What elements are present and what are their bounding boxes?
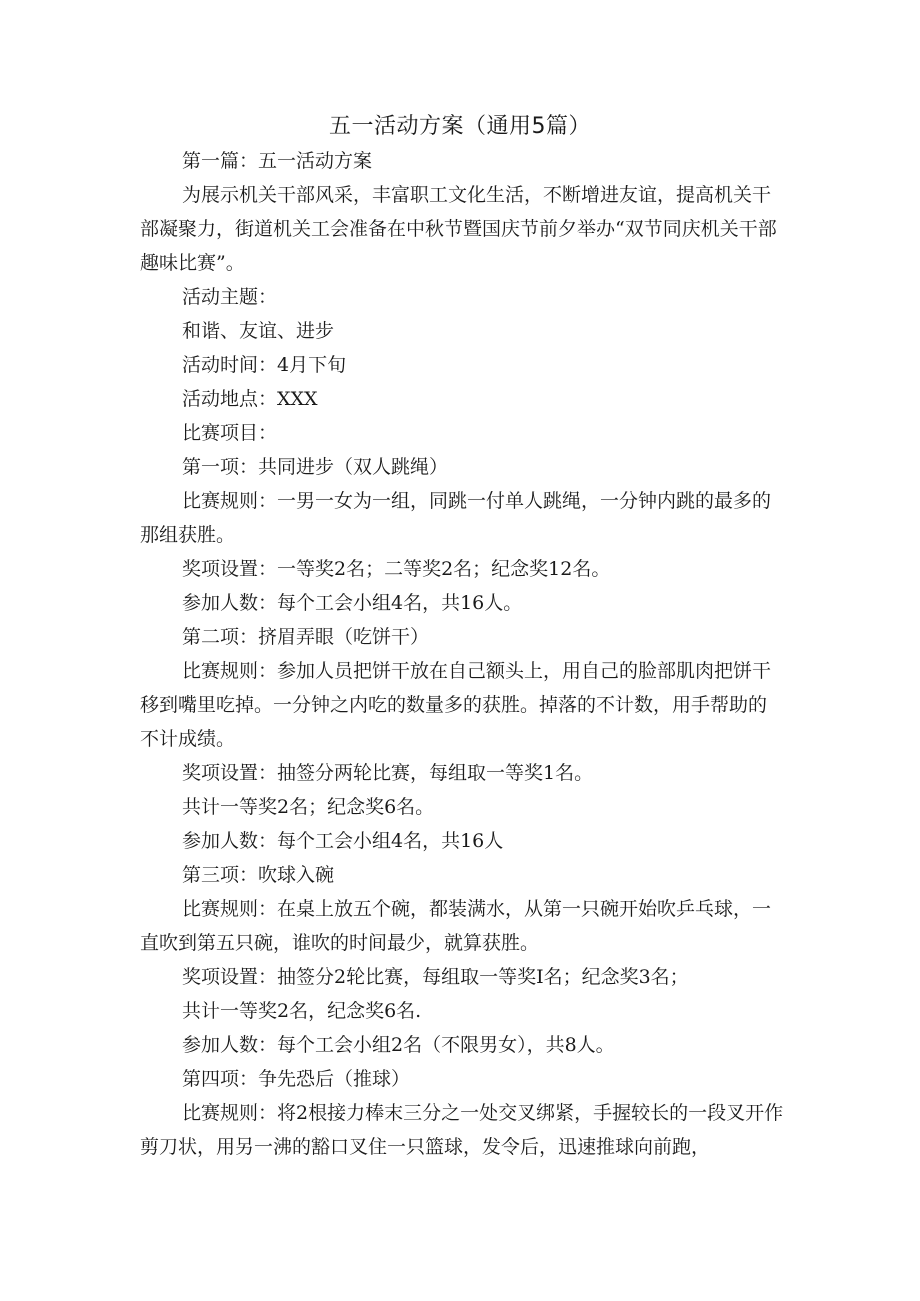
document-body bbox=[140, 144, 784, 1164]
paragraph: 比赛规则：一男一女为一组，同跳一付单人跳绳，一分钟内跳的最多的那组获胜。 bbox=[140, 490, 772, 546]
paragraph: 第四项：争先恐后（推球） bbox=[182, 1068, 411, 1090]
paragraph: 活动地点：XXX bbox=[182, 388, 318, 410]
paragraph: 活动时间：4月下旬 bbox=[182, 354, 347, 376]
paragraph: 奖项设置：抽签分2轮比赛，每组取一等奖I名；纪念奖3名； bbox=[182, 966, 689, 988]
paragraph: 参加人数：每个工会小组2名（不限男女），共8人。 bbox=[182, 1034, 615, 1056]
paragraph: 比赛规则：将2根接力棒末三分之一处交叉绑紧，手握较长的一段叉开作剪刀状，用另一沸的豁口叉住一只篮球，发令后，迅速推球向前跑， bbox=[140, 1102, 784, 1158]
paragraph: 第三项：吹球入碗 bbox=[182, 864, 335, 886]
paragraph: 比赛项目： bbox=[182, 422, 278, 444]
document-title: 五一活动方案（通用5篇） bbox=[329, 114, 591, 139]
paragraph: 参加人数：每个工会小组4名，共16人 bbox=[182, 830, 504, 852]
paragraph: 和谐、友谊、进步 bbox=[182, 320, 335, 342]
paragraph: 共计一等奖2名，纪念奖6名. bbox=[182, 1000, 422, 1022]
paragraph: 共计一等奖2名；纪念奖6名。 bbox=[182, 796, 435, 818]
paragraph: 活动主题： bbox=[182, 286, 278, 308]
paragraph: 参加人数：每个工会小组4名，共16人。 bbox=[182, 592, 523, 614]
paragraph: 奖项设置：一等奖2名；二等奖2名；纪念奖12名。 bbox=[182, 558, 611, 580]
paragraph: 比赛规则：参加人员把饼干放在自己额头上，用自己的脸部肌肉把饼干移到嘴里吃掉。一分钟之内吃的数量多的获胜。掉落的不计数，用手帮助的不计成绩。 bbox=[140, 660, 772, 750]
paragraph: 奖项设置：抽签分两轮比赛，每组取一等奖1名。 bbox=[182, 762, 594, 784]
paragraph: 第一项：共同进步（双人跳绳） bbox=[182, 456, 449, 478]
paragraph: 第一篇：五一活动方案 bbox=[182, 150, 373, 172]
paragraph: 为展示机关干部风采，丰富职工文化生活，不断增进友谊，提高机关干部凝聚力，街道机关工会准备在中秋节暨国庆节前夕举办“双节同庆机关干部趣味比赛”。 bbox=[140, 184, 777, 274]
paragraph: 第二项：挤眉弄眼（吃饼干） bbox=[182, 626, 430, 648]
paragraph: 比赛规则：在桌上放五个碗，都装满水，从第一只碗开始吹乒乓球，一直吹到第五只碗，谁吹的时间最少，就算获胜。 bbox=[140, 898, 772, 954]
